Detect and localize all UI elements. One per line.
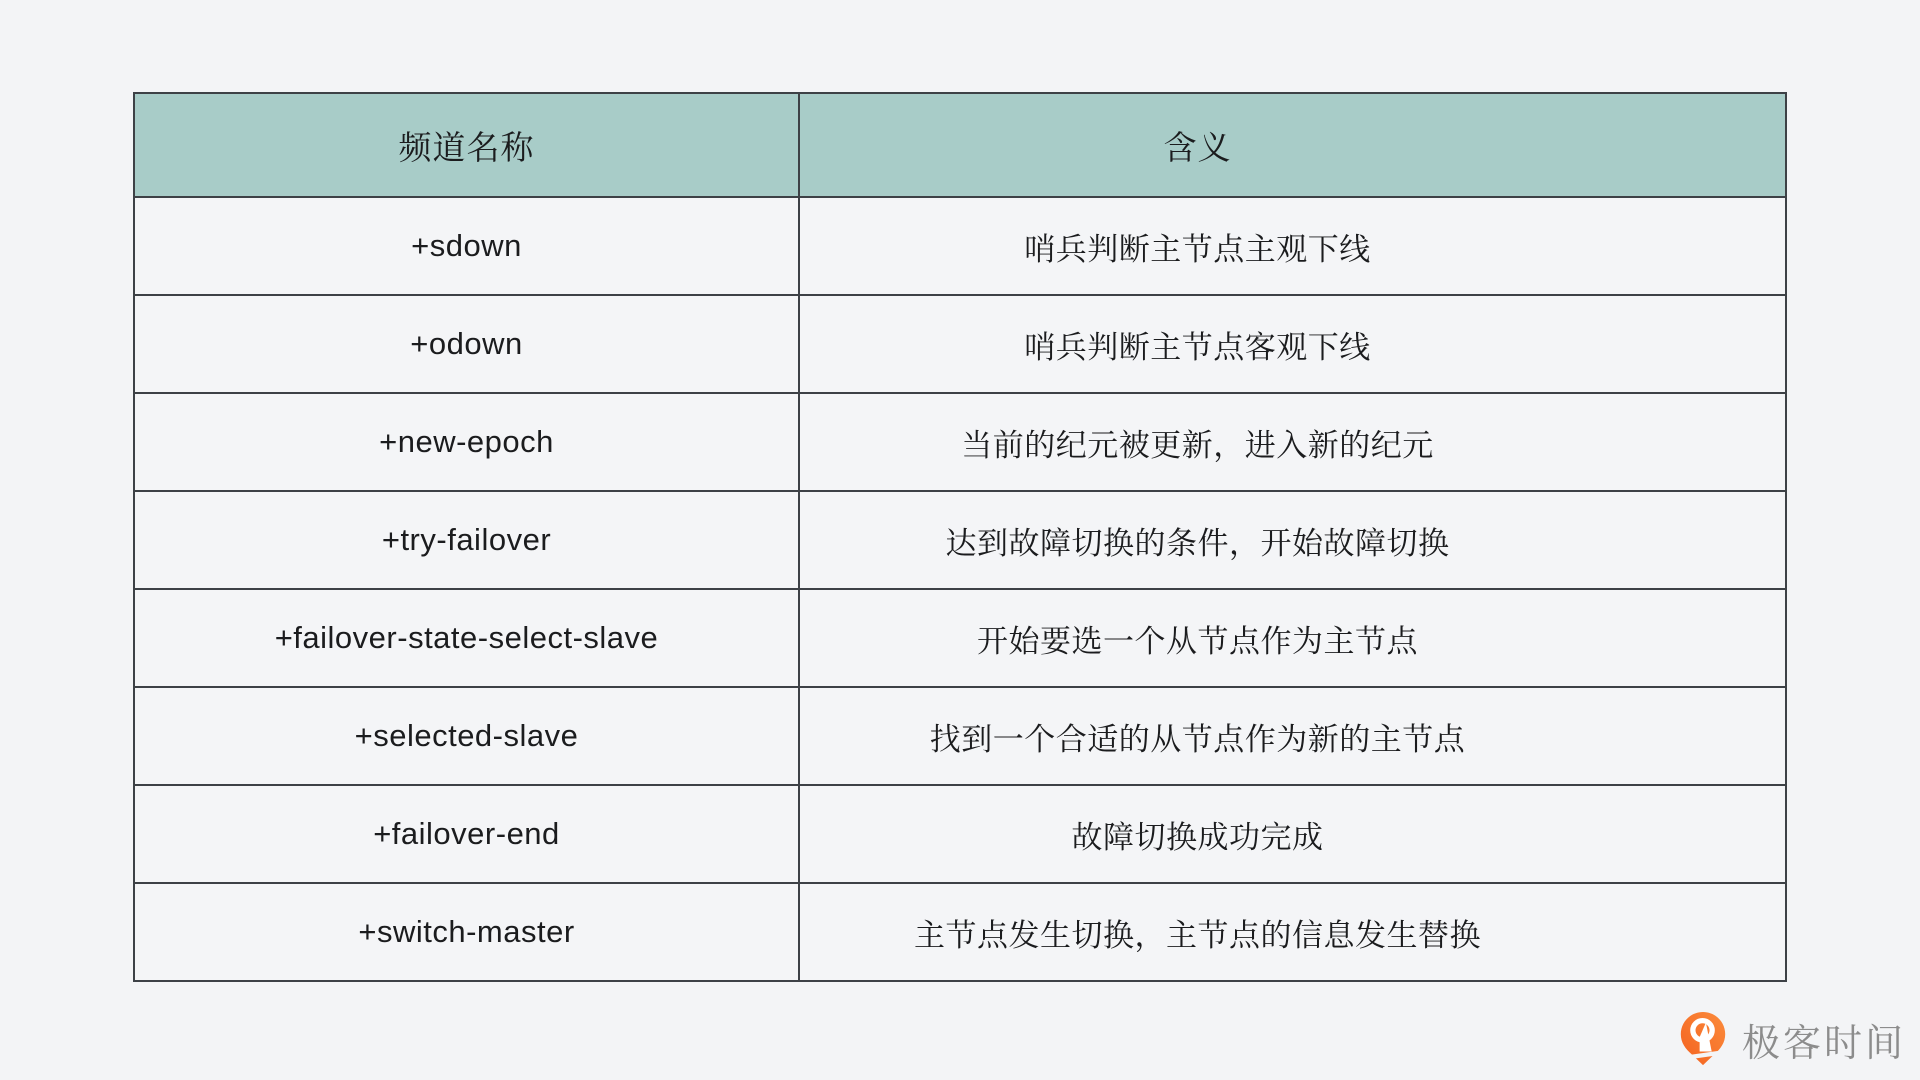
geektime-pin-icon xyxy=(1677,1011,1729,1067)
table-row xyxy=(135,588,1785,686)
table-row xyxy=(135,784,1785,882)
channel-cell: +failover-end xyxy=(135,786,800,882)
channel-cell: +sdown xyxy=(135,198,800,294)
channel-cell: +new-epoch xyxy=(135,394,800,490)
sentinel-channels-table xyxy=(133,92,1787,982)
meaning-cell: 达到故障切换的条件，开始故障切换 xyxy=(945,525,1450,561)
table-header-row xyxy=(135,94,1785,196)
table-row xyxy=(135,392,1785,490)
column-header-channel-name: 频道名称 xyxy=(135,94,800,196)
channel-cell: +odown xyxy=(135,296,800,392)
meaning-cell: 哨兵判断主节点客观下线 xyxy=(1024,329,1371,365)
meaning-cell: 哨兵判断主节点主观下线 xyxy=(1024,231,1371,267)
column-header-meaning: 含义 xyxy=(1163,128,1232,166)
table-row xyxy=(135,882,1785,980)
table-row xyxy=(135,196,1785,294)
channel-cell: +try-failover xyxy=(135,492,800,588)
table-row xyxy=(135,686,1785,784)
channel-cell: +switch-master xyxy=(135,884,800,980)
channel-cell: +failover-state-select-slave xyxy=(135,590,800,686)
table-row xyxy=(135,490,1785,588)
geektime-watermark xyxy=(1677,1011,1906,1067)
meaning-cell: 主节点发生切换，主节点的信息发生替换 xyxy=(914,917,1481,953)
meaning-cell: 故障切换成功完成 xyxy=(1071,819,1324,855)
geektime-logo-text: 极客时间 xyxy=(1741,1022,1906,1065)
table-row xyxy=(135,294,1785,392)
meaning-cell: 开始要选一个从节点作为主节点 xyxy=(977,623,1418,659)
meaning-cell: 当前的纪元被更新，进入新的纪元 xyxy=(961,427,1434,463)
meaning-cell: 找到一个合适的从节点作为新的主节点 xyxy=(929,721,1466,757)
channel-cell: +selected-slave xyxy=(135,688,800,784)
